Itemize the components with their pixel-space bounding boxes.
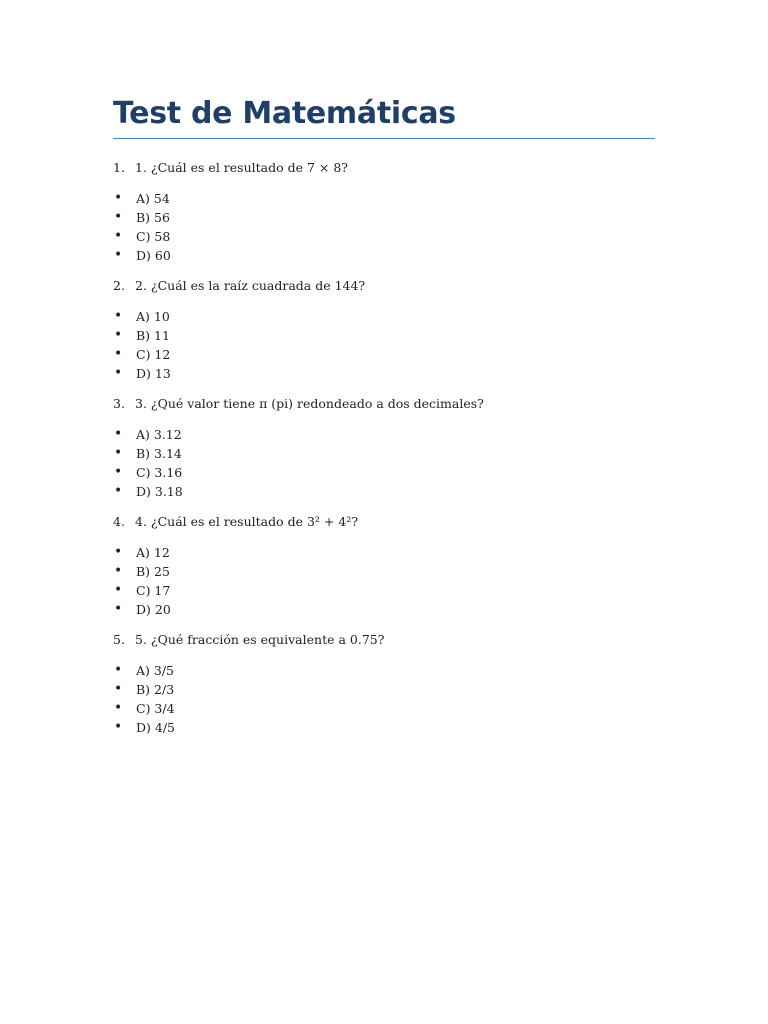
option-text: D) 13 [136, 366, 171, 381]
question-text: 4. ¿Cuál es el resultado de 3² + 4²? [135, 514, 359, 529]
question-number: 2. [113, 278, 125, 293]
option-item [113, 661, 655, 680]
bullet-icon: • [114, 190, 123, 206]
bullet-icon: • [114, 601, 123, 617]
bullet-icon: • [114, 209, 123, 225]
option-item [113, 543, 655, 562]
option-item [113, 482, 655, 501]
question-text-row [113, 512, 655, 531]
option-item [113, 227, 655, 246]
bullet-icon: • [114, 544, 123, 560]
question-list [113, 158, 655, 737]
option-text: A) 10 [136, 309, 170, 324]
option-list [113, 189, 655, 265]
option-text: B) 56 [136, 210, 170, 225]
option-item [113, 345, 655, 364]
question-3 [113, 394, 655, 501]
option-text: B) 2/3 [136, 682, 175, 697]
page-title: Test de Matemáticas [113, 94, 655, 139]
option-text: A) 3.12 [136, 427, 182, 442]
option-text: A) 12 [136, 545, 170, 560]
bullet-icon: • [114, 681, 123, 697]
option-item [113, 208, 655, 227]
bullet-icon: • [114, 346, 123, 362]
option-item [113, 562, 655, 581]
bullet-icon: • [114, 445, 123, 461]
question-number: 5. [113, 632, 125, 647]
option-text: B) 25 [136, 564, 170, 579]
option-text: C) 17 [136, 583, 171, 598]
question-text-row [113, 276, 655, 295]
option-item [113, 425, 655, 444]
question-text-row [113, 394, 655, 413]
question-text: 1. ¿Cuál es el resultado de 7 × 8? [135, 160, 349, 175]
option-text: D) 20 [136, 602, 171, 617]
option-text: C) 3/4 [136, 701, 175, 716]
option-item [113, 307, 655, 326]
question-text: 5. ¿Qué fracción es equivalente a 0.75? [135, 632, 385, 647]
option-text: C) 58 [136, 229, 171, 244]
question-number: 1. [113, 160, 125, 175]
option-item [113, 600, 655, 619]
question-4 [113, 512, 655, 619]
option-item [113, 463, 655, 482]
question-number: 4. [113, 514, 125, 529]
bullet-icon: • [114, 247, 123, 263]
option-item [113, 246, 655, 265]
bullet-icon: • [114, 308, 123, 324]
option-text: D) 4/5 [136, 720, 175, 735]
bullet-icon: • [114, 327, 123, 343]
question-text: 3. ¿Qué valor tiene π (pi) redondeado a dos decimales? [135, 396, 484, 411]
option-text: B) 3.14 [136, 446, 182, 461]
option-text: D) 3.18 [136, 484, 183, 499]
option-text: A) 54 [136, 191, 170, 206]
question-number: 3. [113, 396, 125, 411]
bullet-icon: • [114, 662, 123, 678]
question-5 [113, 630, 655, 737]
bullet-icon: • [114, 228, 123, 244]
bullet-icon: • [114, 563, 123, 579]
option-item [113, 189, 655, 208]
option-item [113, 718, 655, 737]
question-1 [113, 158, 655, 265]
option-text: C) 3.16 [136, 465, 183, 480]
option-list [113, 425, 655, 501]
option-text: C) 12 [136, 347, 171, 362]
bullet-icon: • [114, 700, 123, 716]
option-text: B) 11 [136, 328, 170, 343]
bullet-icon: • [114, 719, 123, 735]
option-text: A) 3/5 [136, 663, 174, 678]
option-item [113, 326, 655, 345]
option-list [113, 543, 655, 619]
option-item [113, 581, 655, 600]
question-text: 2. ¿Cuál es la raíz cuadrada de 144? [135, 278, 366, 293]
option-text: D) 60 [136, 248, 171, 263]
bullet-icon: • [114, 483, 123, 499]
option-list [113, 307, 655, 383]
bullet-icon: • [114, 426, 123, 442]
option-item [113, 364, 655, 383]
option-list [113, 661, 655, 737]
question-2 [113, 276, 655, 383]
document-page [113, 94, 655, 748]
option-item [113, 680, 655, 699]
question-text-row [113, 630, 655, 649]
bullet-icon: • [114, 582, 123, 598]
bullet-icon: • [114, 365, 123, 381]
option-item [113, 444, 655, 463]
question-text-row [113, 158, 655, 177]
option-item [113, 699, 655, 718]
bullet-icon: • [114, 464, 123, 480]
